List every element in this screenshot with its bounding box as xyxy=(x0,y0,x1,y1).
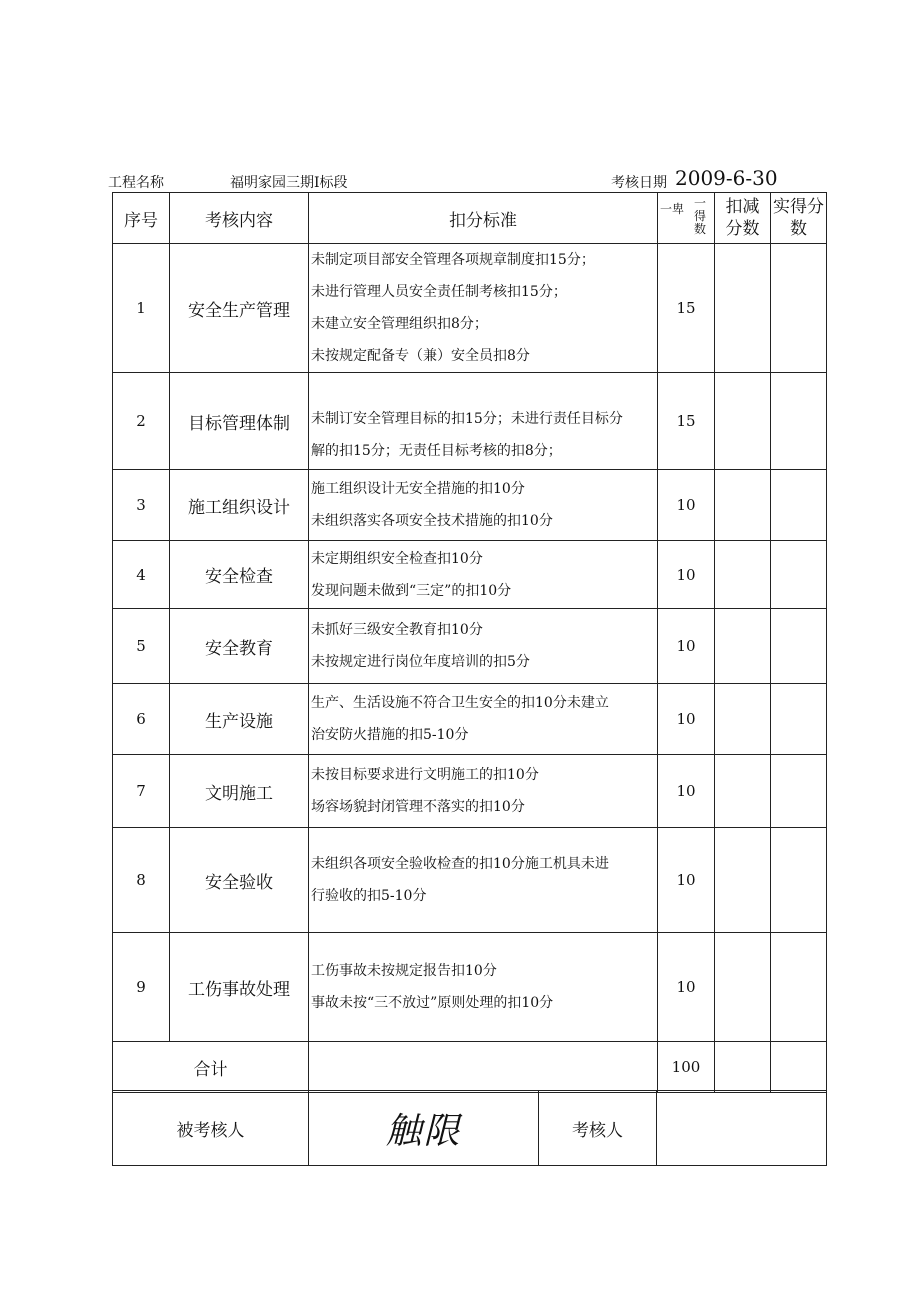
row-deducted-cell xyxy=(715,541,771,609)
assessee-signature: 触限 xyxy=(309,1091,539,1166)
row-content: 生产设施 xyxy=(170,684,309,755)
assessee-label: 被考核人 xyxy=(113,1091,309,1166)
assessor-label: 考核人 xyxy=(539,1091,657,1166)
row-deducted-cell xyxy=(715,373,771,470)
row-criteria: 未定期组织安全检查扣10分 发现问题未做到“三定”的扣10分 xyxy=(309,541,658,609)
row-score: 10 xyxy=(658,609,715,684)
table-row xyxy=(113,755,827,828)
total-label: 合计 xyxy=(113,1042,309,1093)
header-seq: 序号 xyxy=(113,193,170,244)
row-content: 施工组织设计 xyxy=(170,470,309,541)
assessment-table xyxy=(112,192,827,1093)
row-content: 安全教育 xyxy=(170,609,309,684)
row-actual-cell xyxy=(771,609,827,684)
header-criteria: 扣分标准 xyxy=(309,193,658,244)
row-seq: 8 xyxy=(113,828,170,933)
header-actual-score: 实得分 数 xyxy=(771,193,827,244)
table-row xyxy=(113,541,827,609)
row-actual-cell xyxy=(771,373,827,470)
table-row xyxy=(113,470,827,541)
project-name-value: 福明家园三期Ⅰ标段 xyxy=(230,175,348,191)
row-score: 15 xyxy=(658,244,715,373)
row-seq: 5 xyxy=(113,609,170,684)
table-row xyxy=(113,244,827,373)
row-deducted-cell xyxy=(715,755,771,828)
row-score: 10 xyxy=(658,828,715,933)
row-deducted-cell xyxy=(715,244,771,373)
row-content: 安全生产管理 xyxy=(170,244,309,373)
row-seq: 9 xyxy=(113,933,170,1042)
header-content: 考核内容 xyxy=(170,193,309,244)
row-deducted-cell xyxy=(715,933,771,1042)
row-actual-cell xyxy=(771,244,827,373)
row-content: 目标管理体制 xyxy=(170,373,309,470)
row-actual-cell xyxy=(771,755,827,828)
total-score: 100 xyxy=(658,1042,715,1093)
row-criteria: 未组织各项安全验收检查的扣10分施工机具未进 行验收的扣5-10分 xyxy=(309,828,658,933)
total-criteria-cell xyxy=(309,1042,658,1093)
row-deducted-cell xyxy=(715,609,771,684)
row-seq: 7 xyxy=(113,755,170,828)
row-criteria: 生产、生活设施不符合卫生安全的扣10分未建立 治安防火措施的扣5-10分 xyxy=(309,684,658,755)
row-score: 15 xyxy=(658,373,715,470)
table-row xyxy=(113,933,827,1042)
project-name-label: 工程名称 xyxy=(108,175,164,191)
assessor-signature-cell xyxy=(657,1091,827,1166)
row-actual-cell xyxy=(771,541,827,609)
document-header xyxy=(108,168,828,192)
row-actual-cell xyxy=(771,470,827,541)
table-row xyxy=(113,609,827,684)
row-seq: 4 xyxy=(113,541,170,609)
total-deducted-cell xyxy=(715,1042,771,1093)
signature-table xyxy=(112,1090,827,1166)
row-deducted-cell xyxy=(715,828,771,933)
row-actual-cell xyxy=(771,684,827,755)
row-deducted-cell xyxy=(715,470,771,541)
row-content: 安全验收 xyxy=(170,828,309,933)
row-actual-cell xyxy=(771,828,827,933)
row-criteria: 未制定项目部安全管理各项规章制度扣15分； 未进行管理人员安全责任制考核扣15分； 未建立安全管理组织扣8分； 未按规定配备专（兼）安全员扣8分 xyxy=(309,244,658,373)
row-seq: 6 xyxy=(113,684,170,755)
row-content: 文明施工 xyxy=(170,755,309,828)
header-score-right: 一 得 数 xyxy=(693,196,706,236)
row-seq: 1 xyxy=(113,244,170,373)
row-content: 安全检查 xyxy=(170,541,309,609)
row-criteria: 施工组织设计无安全措施的扣10分 未组织落实各项安全技术措施的扣10分 xyxy=(309,470,658,541)
signature-row xyxy=(113,1091,827,1166)
table-header-row xyxy=(113,193,827,244)
row-content: 工伤事故处理 xyxy=(170,933,309,1042)
row-score: 10 xyxy=(658,933,715,1042)
row-seq: 2 xyxy=(113,373,170,470)
row-score: 10 xyxy=(658,684,715,755)
row-score: 10 xyxy=(658,541,715,609)
row-deducted-cell xyxy=(715,684,771,755)
row-score: 10 xyxy=(658,470,715,541)
table-row xyxy=(113,828,827,933)
assessment-date-label: 考核日期 xyxy=(611,175,667,191)
table-row xyxy=(113,373,827,470)
total-row xyxy=(113,1042,827,1093)
row-criteria: 未按目标要求进行文明施工的扣10分 场容场貌封闭管理不落实的扣10分 xyxy=(309,755,658,828)
header-score-left: 一卑 xyxy=(660,202,685,216)
assessment-date-value: 2009-6-30 xyxy=(675,166,778,190)
row-criteria: 未制订安全管理目标的扣15分；未进行责任目标分 解的扣15分；无责任目标考核的扣8分； xyxy=(309,373,658,470)
table-row xyxy=(113,684,827,755)
row-criteria: 未抓好三级安全教育扣10分 未按规定进行岗位年度培训的扣5分 xyxy=(309,609,658,684)
total-actual-cell xyxy=(771,1042,827,1093)
header-standard-score xyxy=(658,193,715,244)
header-deducted-score: 扣减 分数 xyxy=(715,193,771,244)
row-actual-cell xyxy=(771,933,827,1042)
row-seq: 3 xyxy=(113,470,170,541)
row-score: 10 xyxy=(658,755,715,828)
row-criteria: 工伤事故未按规定报告扣10分 事故未按“三不放过”原则处理的扣10分 xyxy=(309,933,658,1042)
